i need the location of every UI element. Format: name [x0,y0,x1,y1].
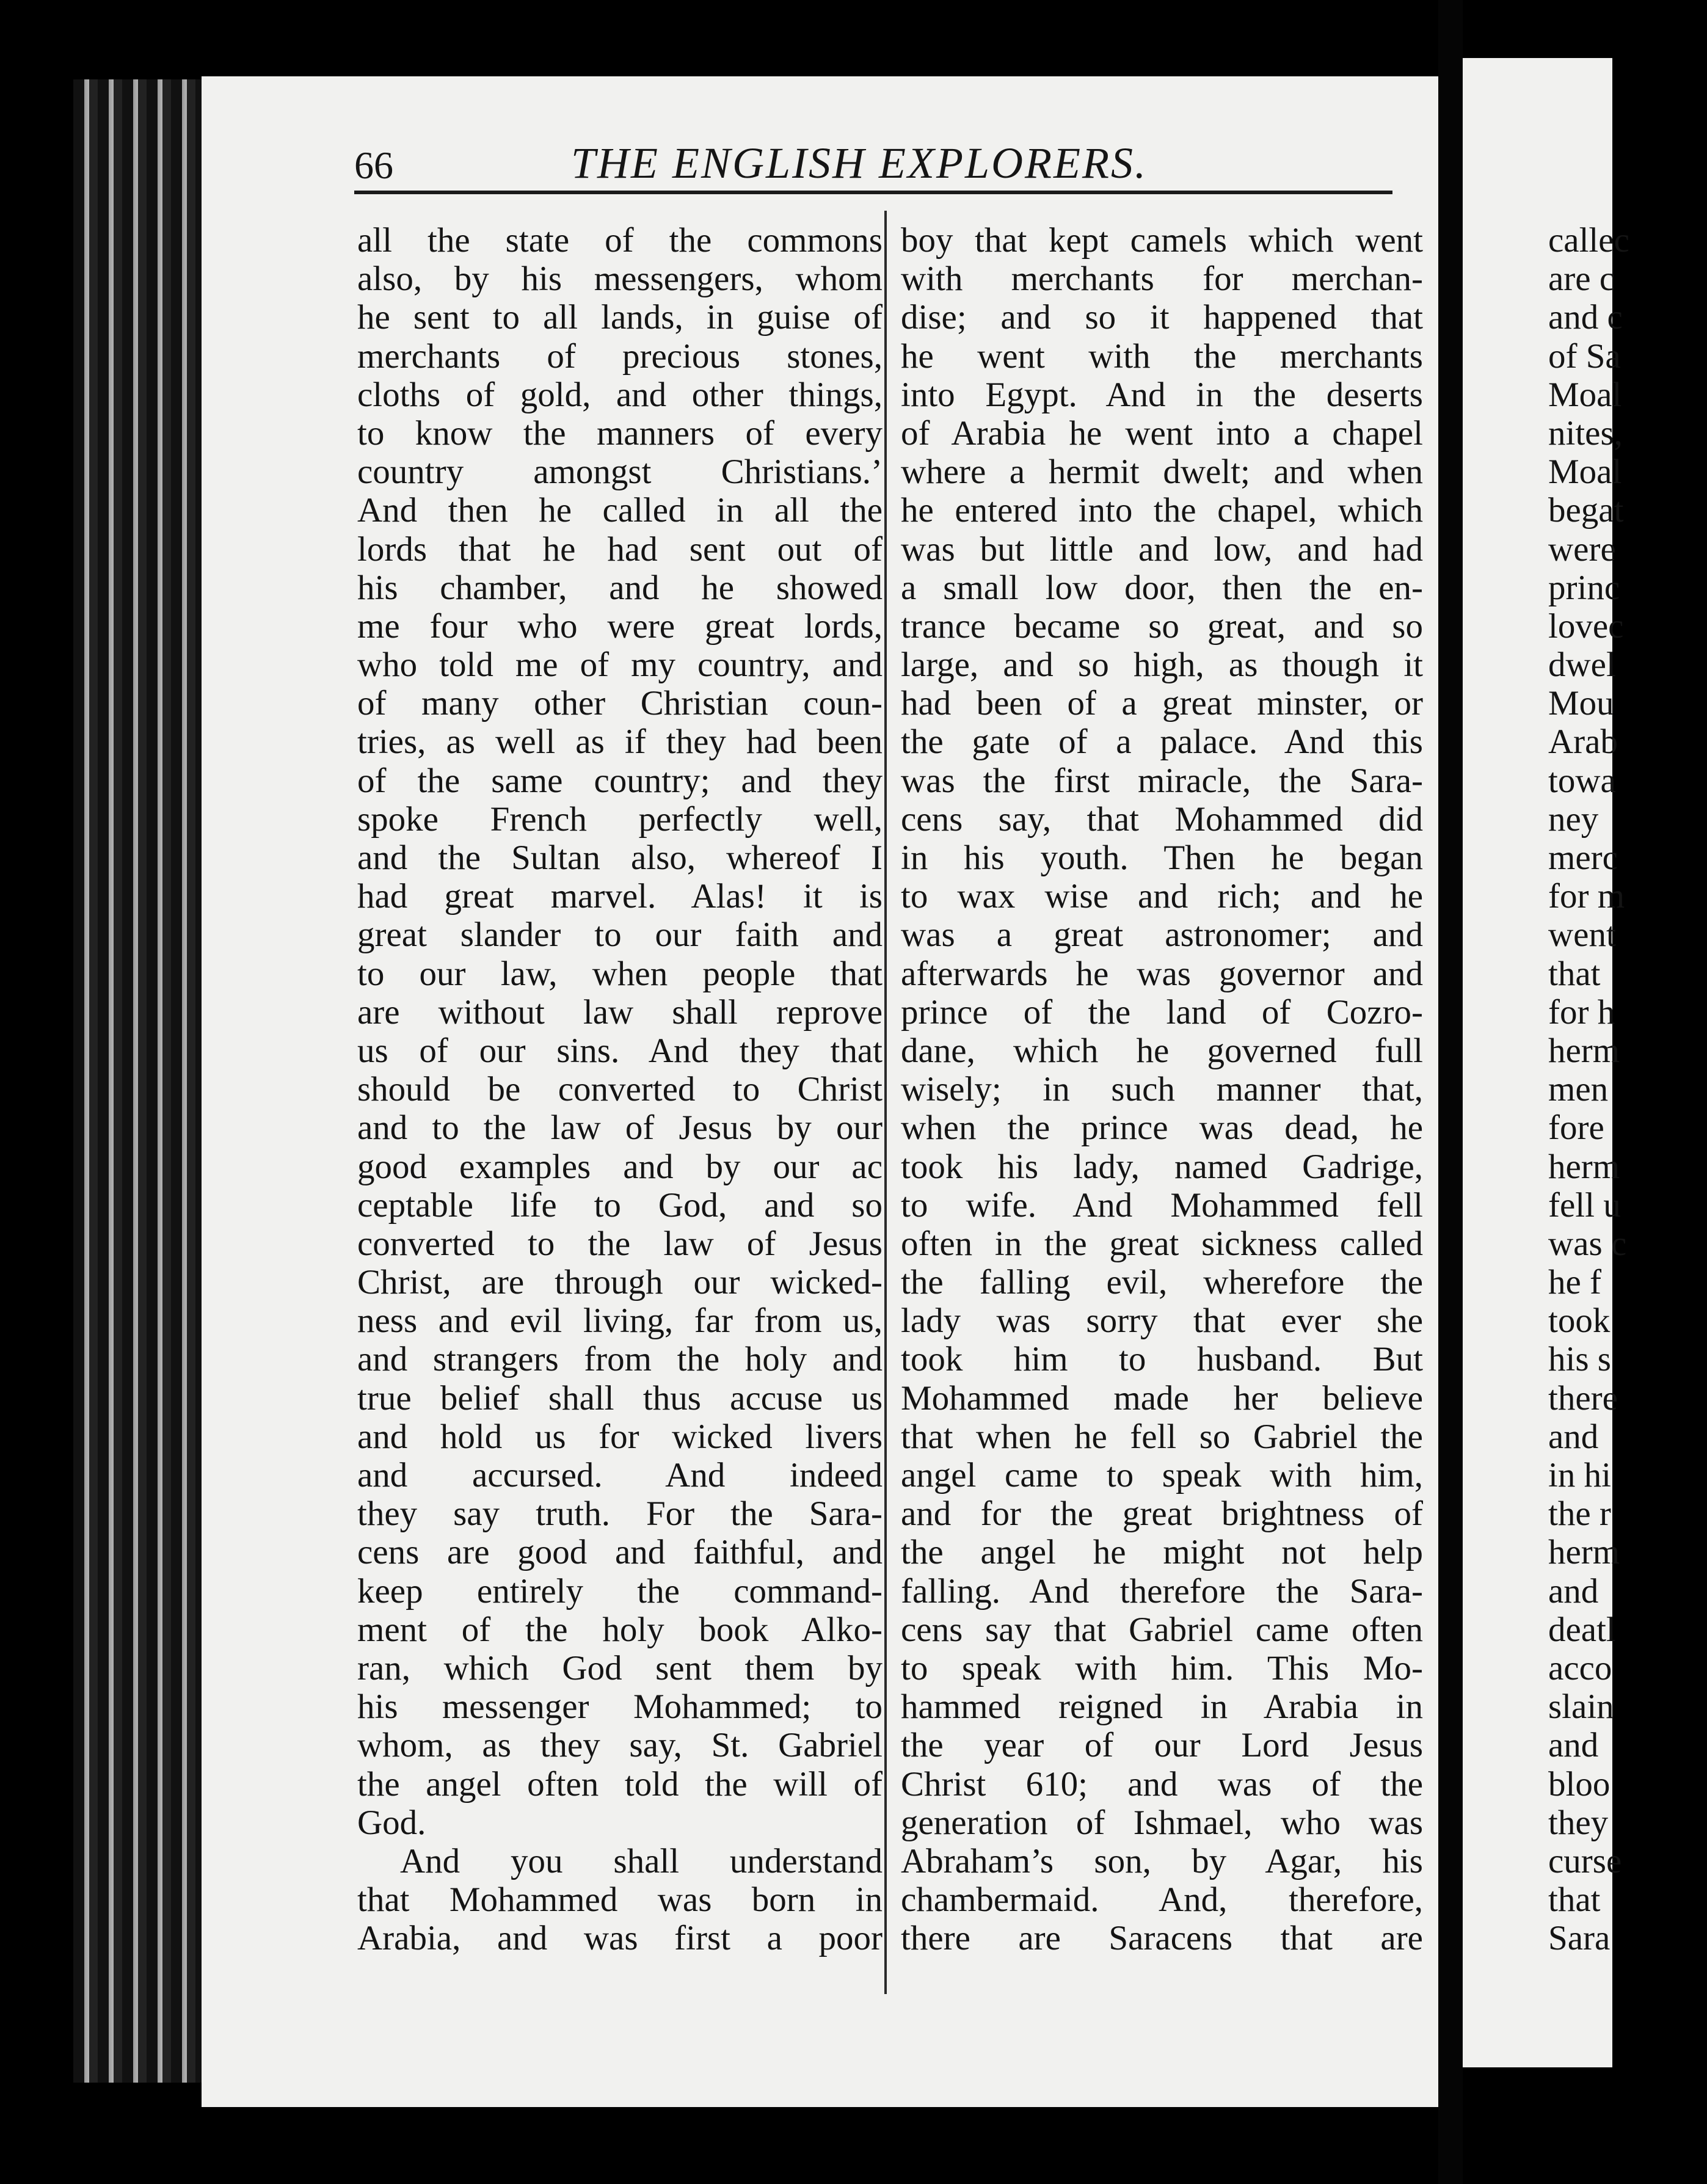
text-line: to our law, when people that [357,954,883,993]
text-line: took him to husband. But [901,1340,1423,1379]
text-line: that Mohammed was born in [357,1880,883,1920]
facing-text-line: ney [1548,799,1599,839]
text-line: his messenger Mohammed; to [357,1687,883,1727]
text-line: that when he fell so Gabriel the [901,1417,1423,1456]
text-line: to wife. And Mohammed fell [901,1185,1423,1225]
column-divider [884,211,887,1994]
text-line: falling. And therefore the Sara- [901,1571,1423,1611]
text-line: in his youth. Then he began [901,839,1423,877]
text-line: ceptable life to God, and so [357,1185,883,1225]
text-line: when the prince was dead, he [901,1108,1423,1148]
text-line: true belief shall thus accuse us [357,1378,883,1418]
left-text-column [357,221,883,1957]
text-line: all the state of the commons [357,221,883,260]
text-line: wisely; in such manner that, [901,1070,1423,1109]
text-line: dise; and so it happened that [901,298,1423,337]
facing-text-line: fell u [1548,1185,1621,1225]
facing-text-line: and [1548,1417,1599,1456]
text-line: And you shall understand [400,1841,883,1880]
text-line: hammed reigned in Arabia in [901,1687,1423,1727]
text-line: was but little and low, and had [901,530,1423,569]
text-line: great slander to our faith and [357,915,883,955]
text-line: cens say, that Mohammed did [901,799,1423,839]
text-line: of many other Christian coun- [357,684,883,723]
facing-text-line: deatl [1548,1610,1616,1649]
text-line: took his lady, named Gadrige, [901,1147,1423,1186]
facing-text-line: callec [1548,221,1629,260]
text-line: of Arabia he went into a chapel [901,413,1423,453]
text-line: country amongst Christians.’ [357,453,883,492]
text-line: Abraham’s son, by Agar, his [901,1841,1423,1880]
text-line: Arabia, and was first a poor [357,1919,883,1958]
text-line: God. [357,1803,426,1842]
facing-text-line: he f [1548,1263,1602,1302]
text-line: ment of the holy book Alko- [357,1610,883,1649]
text-line: and accursed. And indeed [357,1456,883,1494]
text-line: he sent to all lands, in guise of [357,298,883,337]
text-line: cens say that Gabriel came often [901,1610,1423,1649]
facing-text-line: men [1548,1070,1609,1109]
facing-text-line: herm [1548,1031,1620,1070]
text-line: are without law shall reprove [357,992,883,1032]
book-gutter [1438,0,1463,2184]
facing-text-line: curse [1548,1841,1622,1880]
facing-text-line: went [1548,915,1616,955]
text-line: ran, which God sent them by [357,1648,883,1687]
facing-text-line: princ [1548,568,1620,607]
facing-text-line: merc [1548,839,1618,877]
text-line: the falling evil, wherefore the [901,1263,1423,1302]
text-line: Mohammed made her believe [901,1378,1423,1418]
text-line: afterwards he was governor and [901,954,1423,993]
facing-text-line: in hi [1548,1456,1611,1494]
text-line: merchants of precious stones, [357,337,883,376]
text-line: me four who were great lords, [357,606,883,646]
text-line: was a great astronomer; and [901,915,1423,955]
facing-text-line: are c [1548,260,1615,299]
facing-text-line: of Sa [1548,337,1621,376]
right-text-column [901,221,1423,1957]
facing-text-line: took [1548,1301,1611,1341]
facing-page-text [1548,221,1707,1957]
text-line: And then he called in all the [357,491,883,530]
facing-text-line: nites, [1548,413,1623,453]
facing-text-line: and [1548,1571,1599,1611]
text-line: lady was sorry that ever she [901,1301,1423,1341]
text-line: the angel often told the will of [357,1764,883,1804]
text-line: lords that he had sent out of [357,530,883,569]
text-line: whom, as they say, St. Gabriel [357,1726,883,1765]
text-line: good examples and by our ac [357,1147,883,1186]
text-line: with merchants for merchan- [901,260,1423,299]
text-line: his chamber, and he showed [357,568,883,607]
text-line: angel came to speak with him, [901,1456,1423,1494]
text-line: us of our sins. And they that [357,1031,883,1070]
facing-text-line: towa [1548,761,1616,800]
text-line: keep entirely the command- [357,1571,883,1611]
text-line: trance became so great, and so [901,606,1423,646]
text-line: and the Sultan also, whereof I [357,839,883,877]
facing-text-line: herm [1548,1533,1620,1572]
text-line: cloths of gold, and other things, [357,375,883,414]
text-line: there are Saracens that are [901,1919,1423,1958]
facing-text-line: and [1548,1726,1599,1765]
page-number: 66 [354,144,393,187]
facing-text-line: that [1548,1880,1601,1920]
text-line: a small low door, then the en- [901,568,1423,607]
text-line: who told me of my country, and [357,646,883,685]
text-line: should be converted to Christ [357,1070,883,1109]
facing-text-line: Mou [1548,684,1614,723]
facing-text-line: Sara [1548,1919,1611,1958]
text-line: the angel he might not help [901,1533,1423,1572]
text-line: also, by his messengers, whom [357,260,883,299]
facing-text-line: Moal [1548,453,1622,492]
text-line: tries, as well as if they had been [357,723,883,762]
facing-text-line: begat [1548,491,1624,530]
text-line: had great marvel. Alas! it is [357,877,883,916]
facing-text-line: there [1548,1378,1618,1418]
text-line: chambermaid. And, therefore, [901,1880,1423,1920]
text-line: spoke French perfectly well, [357,799,883,839]
text-line: often in the great sickness called [901,1224,1423,1263]
text-line: and for the great brightness of [901,1494,1423,1534]
facing-text-line: were [1548,530,1616,569]
facing-text-line: they [1548,1803,1609,1842]
text-line: to speak with him. This Mo- [901,1648,1423,1687]
text-line: had been of a great minster, or [901,684,1423,723]
facing-text-line: herm [1548,1147,1620,1186]
text-line: and hold us for wicked livers [357,1417,883,1456]
text-line: boy that kept camels which went [901,221,1423,260]
text-line: and strangers from the holy and [357,1340,883,1379]
text-line: large, and so high, as though it [901,646,1423,685]
text-line: converted to the law of Jesus [357,1224,883,1263]
running-title: THE ENGLISH EXPLORERS. [571,139,1148,187]
text-line: was the first miracle, the Sara- [901,761,1423,800]
text-line: they say truth. For the Sara- [357,1494,883,1534]
facing-text-line: dwel [1548,646,1616,685]
text-line: he went with the merchants [901,337,1423,376]
text-line: to know the manners of every [357,413,883,453]
facing-text-line: that [1548,954,1601,993]
facing-text-line: lovec [1548,606,1624,646]
facing-text-line: Moal [1548,375,1622,414]
text-line: ness and evil living, far from us, [357,1301,883,1341]
text-line: he entered into the chapel, which [901,491,1423,530]
text-line: cens are good and faithful, and [357,1533,883,1572]
text-line: prince of the land of Cozro- [901,992,1423,1032]
facing-text-line: his s [1548,1340,1611,1379]
text-line: and to the law of Jesus by our [357,1108,883,1148]
text-line: generation of Ishmael, who was [901,1803,1423,1842]
text-line: to wax wise and rich; and he [901,877,1423,916]
facing-text-line: Arab [1548,723,1618,762]
facing-text-line: slain [1548,1687,1614,1727]
text-line: dane, which he governed full [901,1031,1423,1070]
facing-text-line: was c [1548,1224,1627,1263]
text-line: the gate of a palace. And this [901,723,1423,762]
facing-text-line: fore [1548,1108,1604,1148]
text-line: the year of our Lord Jesus [901,1726,1423,1765]
facing-text-line: acco [1548,1648,1612,1687]
text-line: of the same country; and they [357,761,883,800]
text-line: into Egypt. And in the deserts [901,375,1423,414]
header-rule [354,191,1392,194]
facing-text-line: and c [1548,298,1623,337]
text-line: where a hermit dwelt; and when [901,453,1423,492]
facing-text-line: for h [1548,992,1615,1032]
facing-text-line: bloo [1548,1764,1611,1804]
text-line: Christ 610; and was of the [901,1764,1423,1804]
book-page-edges [73,79,208,2083]
facing-text-line: the r [1548,1494,1611,1534]
facing-text-line: for m [1548,877,1625,916]
text-line: Christ, are through our wicked- [357,1263,883,1302]
